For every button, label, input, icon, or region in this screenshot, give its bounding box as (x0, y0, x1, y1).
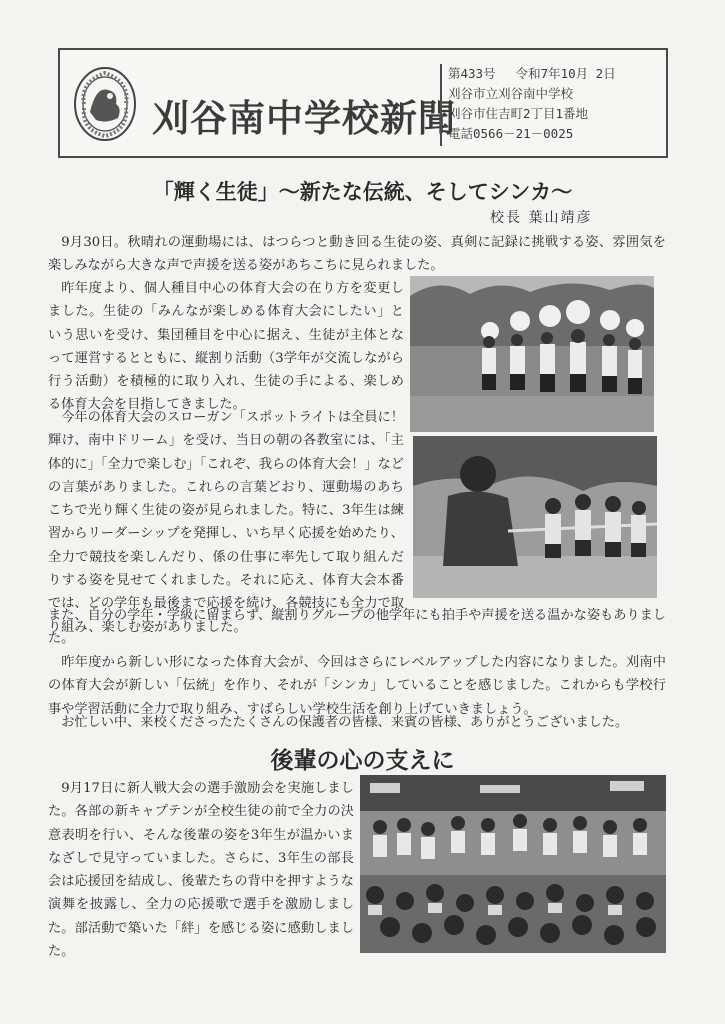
article2-paragraph-1: 9月17日に新人戦大会の選手激励会を実施しました。各部の新キャプテンが全校生徒の前で全力の決意表明を行い、そんな後輩の姿を3年生が温かいまなざしで見守っていました。さらに、3年生の部長会は応援団を結成し、後輩たちの背中を押すような演舞を披露し、全力の応援歌で選手を激励しました。部活動で築いた「絆」を感じる姿に感動しました。 (48, 781, 354, 960)
photo-cheering-students (410, 276, 654, 432)
newspaper-title: 刈谷南中学校新聞 (152, 97, 456, 140)
masthead (58, 48, 668, 158)
article1-paragraph-1: 9月30日。秋晴れの運動場には、はつらつと動き回る生徒の姿、真剣に記録に挑戦する姿、雰囲気を楽しみながら大きな声で声援を送る姿があちこちに見られました。 (48, 235, 666, 274)
article1-paragraph-2: 昨年度より、個人種目中心の体育大会の在り方を変更しました。生徒の「みんなが楽しめる体育大会にしたい」という思いを受け、集団種目を中心に据え、生徒が主体となって運営するとともに、縦割り活動（3学年が交流しながら行う活動）を積極的に取り入れ、生徒の手による、楽しめる体育大会を目指してきました。 (48, 281, 404, 413)
school-emblem (70, 64, 140, 144)
issue-info (440, 64, 662, 146)
issue-date: 令和7年10月 2日 (515, 66, 616, 81)
article1-byline: 校長 葉山靖彦 (490, 210, 593, 226)
issue-number: 第433号 (448, 66, 496, 81)
address: 刈谷市住吉町2丁目1番地 (448, 106, 589, 121)
photo-tug-of-war (413, 436, 657, 598)
article1-headline: 「輝く生徒」～新たな伝統、そしてシンカ～ (152, 180, 573, 204)
publisher: 刈谷市立刈谷南中学校 (448, 86, 574, 101)
article1-paragraph-3: 今年の体育大会のスローガン「スポットライトは全員に！輝け、南中ドリーム」を受け、当日の朝の各教室には、「主体的に」「全力で楽しむ」「これぞ、我らの体育大会！」などの言葉がありました。これらの言葉どおり、運動場のあちこちで光り輝く生徒の姿が見られました。特に、3年生は練習からリーダーシップを発揮し、いち早く応援を始めたり、全力で競技を楽しんだり、係の仕事に率先して取り組んだりする姿を見せてくれました。それに応え、体育大会本番では、どの学年も最後まで応援を続け、各競技にも全力で取り組み、楽しむ姿がありました。 (48, 410, 404, 635)
article1-paragraph-3-continued: また、自分の学年・学級に留まらず、縦割りグループの他学年にも拍手や声援を送る温かな姿もありました。 (48, 608, 666, 647)
article2-headline: 後輩の心の支えに (270, 748, 455, 774)
phone: 電話0566－21－0025 (448, 126, 574, 141)
photo-gym-rally (360, 775, 666, 953)
article1-paragraph-5: お忙しい中、来校くださったたくさんの保護者の皆様、来賓の皆様、ありがとうございました。 (61, 715, 629, 730)
article1-paragraph-4: 昨年度から新しい形になった体育大会が、今回はさらにレベルアップした内容になりました。刈南中の体育大会が新しい「伝統」を作り、それが「シンカ」していることを感じました。これからも学校行事や学習活動に全力で取り組み、すばらしい学校生活を創り上げていきましょう。 (48, 655, 666, 717)
